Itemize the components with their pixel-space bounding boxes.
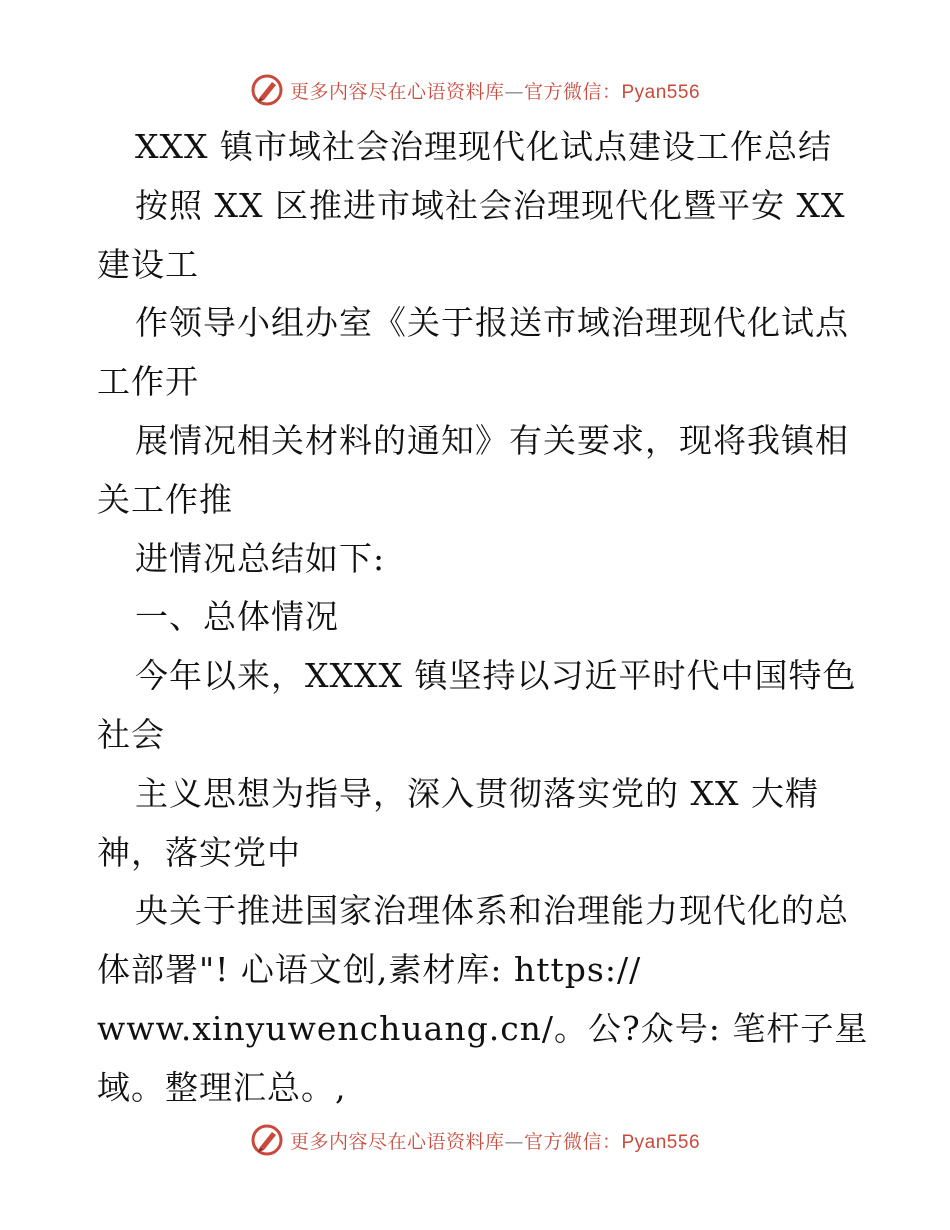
footer-banner-slogan: 更多内容尽在心语资料库: [289, 1130, 505, 1153]
document-title: XXX 镇市域社会治理现代化试点建设工作总结: [135, 127, 832, 166]
header-banner-text: [290, 77, 700, 104]
paragraph-line: 作领导小组办室《关于报送市域治理现代化试点: [135, 303, 849, 343]
footer-banner-text: [290, 1127, 700, 1154]
paragraph-line: 神，落实党中: [97, 832, 301, 872]
section-heading: 一、总体情况: [135, 597, 339, 637]
paragraph-line: 社会: [97, 714, 165, 754]
paragraph-line: 工作开: [97, 362, 199, 402]
paragraph-line: www.xinyuwenchuang.cn/。公?众号: 笔杆子星: [97, 1008, 869, 1048]
paragraph-line: 体部署"! 心语文创,素材库: https://: [97, 950, 642, 990]
paragraph-line: 央关于推进国家治理体系和治理能力现代化的总: [135, 891, 849, 931]
header-banner-slogan: 更多内容尽在心语资料库: [289, 80, 505, 103]
header-wechat-label: 官方微信：: [523, 80, 622, 103]
paragraph-line: 建设工: [97, 244, 199, 284]
footer-banner: [0, 1118, 950, 1162]
pen-logo-icon: [250, 73, 284, 107]
paragraph-line: 域。整理汇总。,: [97, 1067, 347, 1107]
paragraph-line: 按照 XX 区推进市域社会治理现代化暨平安 XX: [135, 185, 846, 225]
paragraph-line: 展情况相关材料的通知》有关要求，现将我镇相: [135, 420, 849, 460]
paragraph-line: 今年以来，XXXX 镇坚持以习近平时代中国特色: [135, 656, 857, 696]
paragraph-line: 关工作推: [97, 479, 233, 519]
header-wechat-id: Pyan556: [621, 81, 701, 103]
paragraph-line: 主义思想为指导，深入贯彻落实党的 XX 大精: [135, 773, 819, 813]
footer-wechat-id: Pyan556: [621, 1131, 701, 1153]
pen-logo-icon: [250, 1123, 284, 1157]
footer-banner-separator: —: [504, 1130, 524, 1153]
footer-wechat-label: 官方微信：: [523, 1130, 622, 1153]
header-banner: [0, 68, 950, 112]
document-body: [97, 118, 897, 1118]
paragraph-line: 进情况总结如下:: [135, 538, 386, 578]
header-banner-separator: —: [504, 80, 524, 103]
